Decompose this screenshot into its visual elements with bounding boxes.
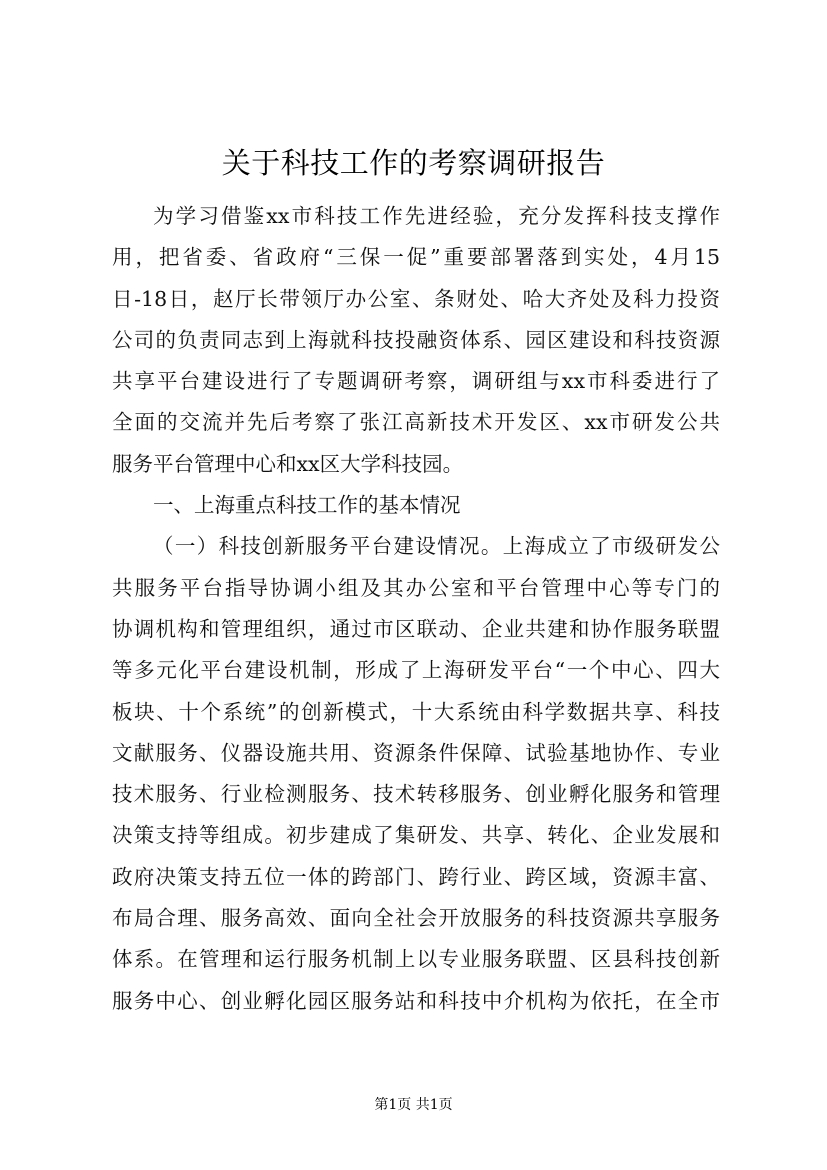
paragraph-line: 政府决策支持五位一体的跨部门、跨行业、跨区域，资源丰富、 — [112, 864, 720, 889]
section-heading: 一、上海重点科技工作的基本情况 — [153, 493, 461, 518]
paragraph-line: （一）科技创新服务平台建设情况。上海成立了市级研发公 — [153, 534, 720, 559]
paragraph-line: 全面的交流并先后考察了张江高新技术开发区、xx市研发公共 — [112, 410, 720, 435]
paragraph-line: 体系。在管理和运行服务机制上以专业服务联盟、区县科技创新 — [112, 947, 720, 972]
paragraph-line: 公司的负责同志到上海就科技投融资体系、园区建设和科技资源 — [112, 327, 720, 352]
paragraph-line: 布局合理、服务高效、面向全社会开放服务的科技资源共享服务 — [112, 906, 720, 931]
paragraph-line: 技术服务、行业检测服务、技术转移服务、创业孵化服务和管理 — [112, 782, 720, 807]
paragraph-line: 文献服务、仪器设施共用、资源条件保障、试验基地协作、专业 — [112, 740, 720, 765]
paragraph-line: 服务中心、创业孵化园区服务站和科技中介机构为依托，在全市 — [112, 988, 720, 1013]
paragraph-line: 为学习借鉴xx市科技工作先进经验，充分发挥科技支撑作 — [153, 204, 720, 228]
paragraph-line: 日-18日，赵厅长带领厅办公室、条财处、哈大齐处及科力投资 — [112, 286, 720, 311]
paragraph-line: 共享平台建设进行了专题调研考察，调研组与xx市科委进行了 — [112, 369, 720, 394]
paragraph-line: 等多元化平台建设机制，形成了上海研发平台“一个中心、四大 — [112, 658, 720, 683]
page-number-footer: 第1页 共1页 — [374, 1097, 453, 1113]
document-body — [112, 196, 720, 1022]
paragraph-line: 决策支持等组成。初步建成了集研发、共享、转化、企业发展和 — [112, 823, 720, 848]
paragraph-line: 共服务平台指导协调小组及其办公室和平台管理中心等专门的 — [112, 575, 720, 600]
document-title: 关于科技工作的考察调研报告 — [221, 146, 606, 180]
paragraph-line: 服务平台管理中心和xx区大学科技园。 — [112, 451, 464, 476]
paragraph-line: 板块、十个系统”的创新模式，十大系统由科学数据共享、科技 — [112, 699, 720, 724]
paragraph-line: 协调机构和管理组织，通过市区联动、企业共建和协作服务联盟 — [112, 616, 720, 641]
paragraph-line: 用，把省委、省政府“三保一促”重要部署落到实处，4月15 — [112, 245, 720, 270]
